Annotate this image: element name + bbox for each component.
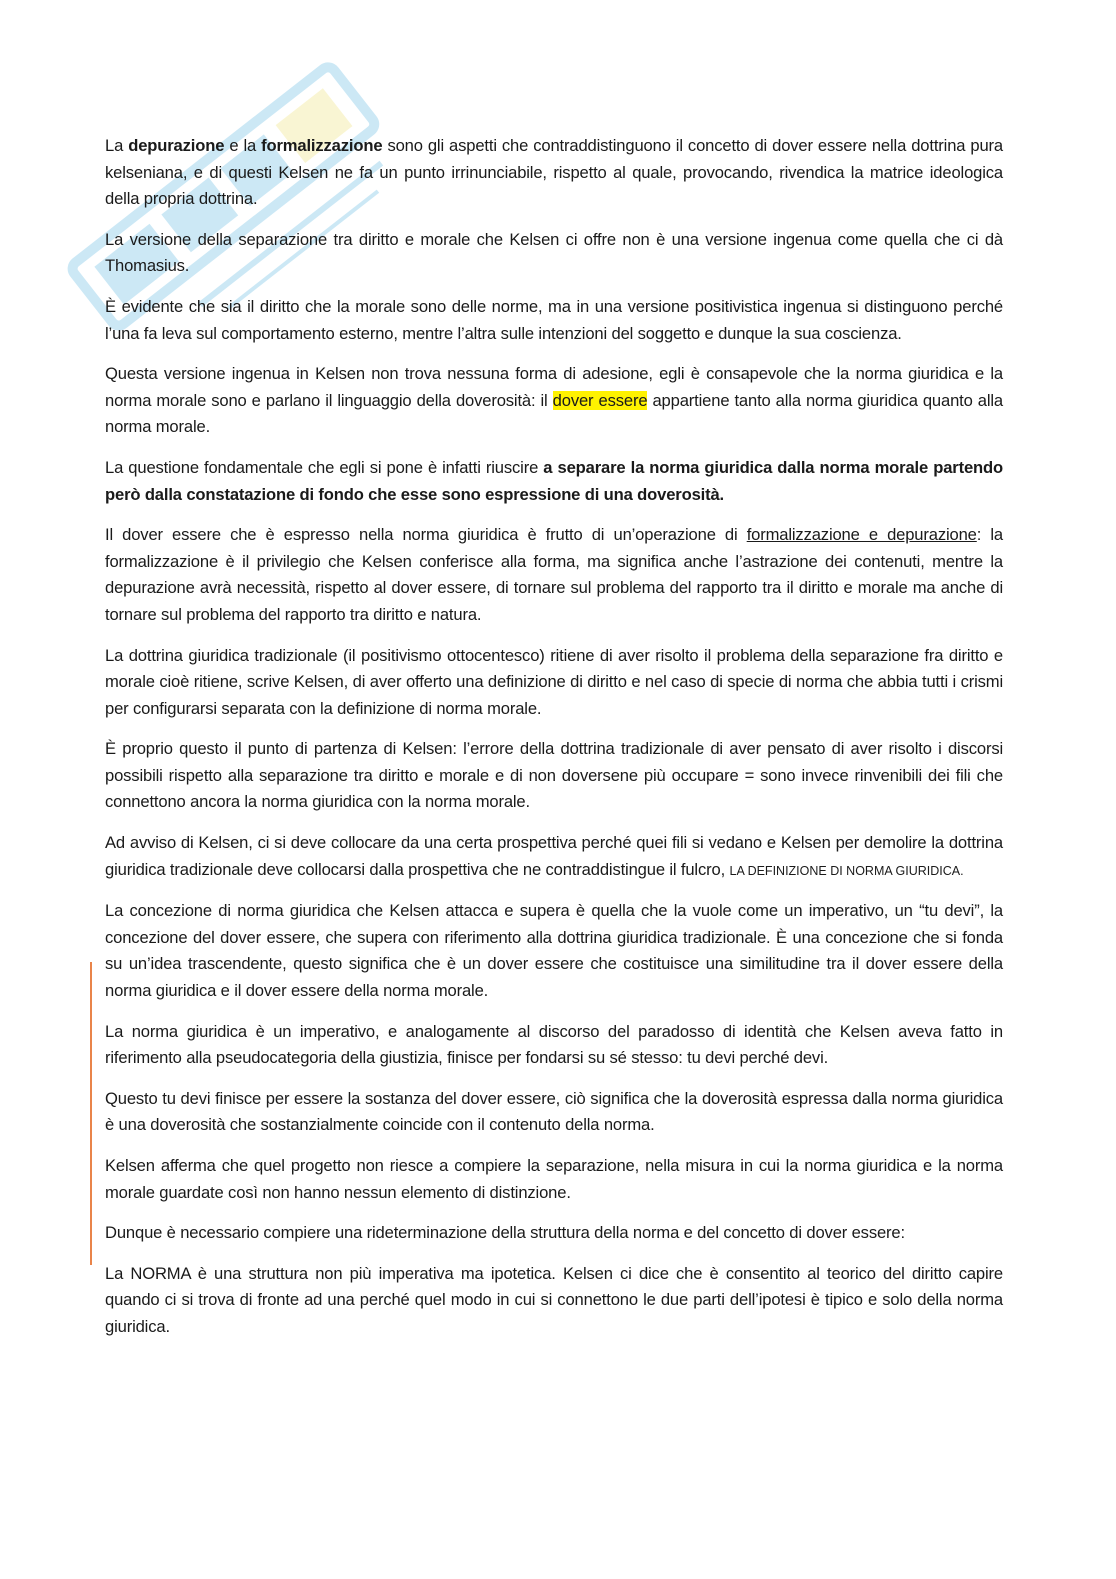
paragraph-9 xyxy=(105,830,1003,884)
paragraph-6 xyxy=(105,522,1003,628)
p1-text-c: e la xyxy=(224,136,262,155)
p6-text-c: : la formalizzazione è il privilegio che Kelsen conferisce alla forma, ma significa anche l’astrazione dei contenuti, mentre la depurazione avrà necessità, rispetto al dover essere, di tornare sul problema del rapporto tra il diritto e morale ma anche di tornare sul problema del rapporto tra diritto e natura. xyxy=(105,525,1003,624)
paragraph-7: La dottrina giuridica tradizionale (il positivismo ottocentesco) ritiene di aver risolto il problema della separazione fra diritto e morale cioè ritiene, scrive Kelsen, di aver offerto una definizione di diritto e nel caso di specie di norma che abbia tutti i crismi per configurarsi separata con la definizione di norma morale. xyxy=(105,645,1003,718)
p5-text-a: La questione fondamentale che egli si pone è infatti riuscire xyxy=(105,457,544,477)
paragraph-5 xyxy=(105,455,1003,508)
p4-text-c: appartiene tanto alla norma giuridica quanto alla norma morale. xyxy=(105,390,1003,437)
paragraph-1 xyxy=(105,133,1003,213)
paragraph-3: È evidente che sia il diritto che la morale sono delle norme, ma in una versione positivistica ingenua si distinguono perché l’una fa leva sul comportamento esterno, mentre l’altra sulle intenzioni del soggetto e dunque la sua coscienza. xyxy=(105,296,1003,343)
p9-smallcaps-text: LA DEFINIZIONE DI NORMA GIURIDICA xyxy=(729,863,961,878)
p1-bold-depurazione: depurazione xyxy=(128,136,225,155)
p1-text-e: sono gli aspetti che contraddistinguono il concetto di dover essere nella dottrina pura kelseniana, e di questi Kelsen ne fa un punto irrinunciabile, rispetto al quale, provocando, rivendica la matrice ideologica della propria dottrina. xyxy=(105,136,1003,209)
paragraph-15: La NORMA è una struttura non più imperativa ma ipotetica. Kelsen ci dice che è consentito al teorico del diritto capire quando ci si trova di fronte ad una perché quel modo in cui si connettono le due parti dell’ipotesi è tipico e solo della norma giuridica. xyxy=(105,1263,1003,1336)
paragraph-11: La norma giuridica è un imperativo, e analogamente al discorso del paradosso di identità che Kelsen aveva fatto in riferimento alla pseudocategoria della giustizia, finisce per fondarsi su sé stesso: tu devi perché devi. xyxy=(105,1021,1003,1068)
p6-underline-text: formalizzazione e depurazione xyxy=(746,525,977,545)
document-body xyxy=(105,133,1003,1355)
paragraph-12: Questo tu devi finisce per essere la sostanza del dover essere, ciò significa che la doverosità espressa dalla norma giuridica è una doverosità che sostanzialmente coincide con il contenuto della norma. xyxy=(105,1088,1003,1135)
p4-text-a: Questa versione ingenua in Kelsen non trova nessuna forma di adesione, egli è consapevole che la norma giuridica e la norma morale sono e parlano il linguaggio della doverosità: il xyxy=(105,364,1003,410)
paragraph-14: Dunque è necessario compiere una rideterminazione della struttura della norma e del concetto di dover essere: xyxy=(105,1223,905,1243)
margin-change-bar xyxy=(90,962,92,1265)
p6-text-a: Il dover essere che è espresso nella norma giuridica è frutto di un’operazione di xyxy=(105,525,747,545)
p5-bold-text: a separare la norma giuridica dalla norma morale partendo però dalla constatazione di fondo che esse sono espressione di una doverosità. xyxy=(105,457,1004,504)
paragraph-10: La concezione di norma giuridica che Kelsen attacca e supera è quella che la vuole come un imperativo, un “tu devi”, la concezione del dover essere, che supera con riferimento alla dottrina giuridica tradizionale. È una concezione che si fonda su un’idea trascendente, questo significa che è un dover essere che costituisce una similitudine tra il dover essere della norma giuridica e il dover essere della norma morale. xyxy=(105,901,1003,1001)
paragraph-8: È proprio questo il punto di partenza di Kelsen: l’errore della dottrina tradizionale di aver pensato di aver risolto i discorsi possibili rispetto alla separazione tra diritto e morale e di non doversene più occupare = sono invece rinvenibili dei fili che connettono ancora la norma giuridica con la norma morale. xyxy=(105,739,1003,812)
p9-text-c: . xyxy=(960,863,964,878)
p9-text-a: Ad avviso di Kelsen, ci si deve collocare da una certa prospettiva perché quei fili si vedano e Kelsen per demolire la dottrina giuridica tradizionale deve collocarsi dalla prospettiva che ne contraddistingue il fulcro, xyxy=(105,833,1003,879)
p1-bold-formalizzazione: formalizzazione xyxy=(261,136,383,155)
p1-text-a: La xyxy=(105,136,129,155)
paragraph-13: Kelsen afferma che quel progetto non riesce a compiere la separazione, nella misura in cui la norma giuridica e la norma morale guardate così non hanno nessun elemento di distinzione. xyxy=(105,1156,1003,1202)
paragraph-2: La versione della separazione tra diritto e morale che Kelsen ci offre non è una versione ingenua come quella che ci dà Thomasius. xyxy=(105,229,1003,276)
p4-highlight-dover-essere: dover essere xyxy=(552,390,648,410)
paragraph-4 xyxy=(105,361,1003,441)
